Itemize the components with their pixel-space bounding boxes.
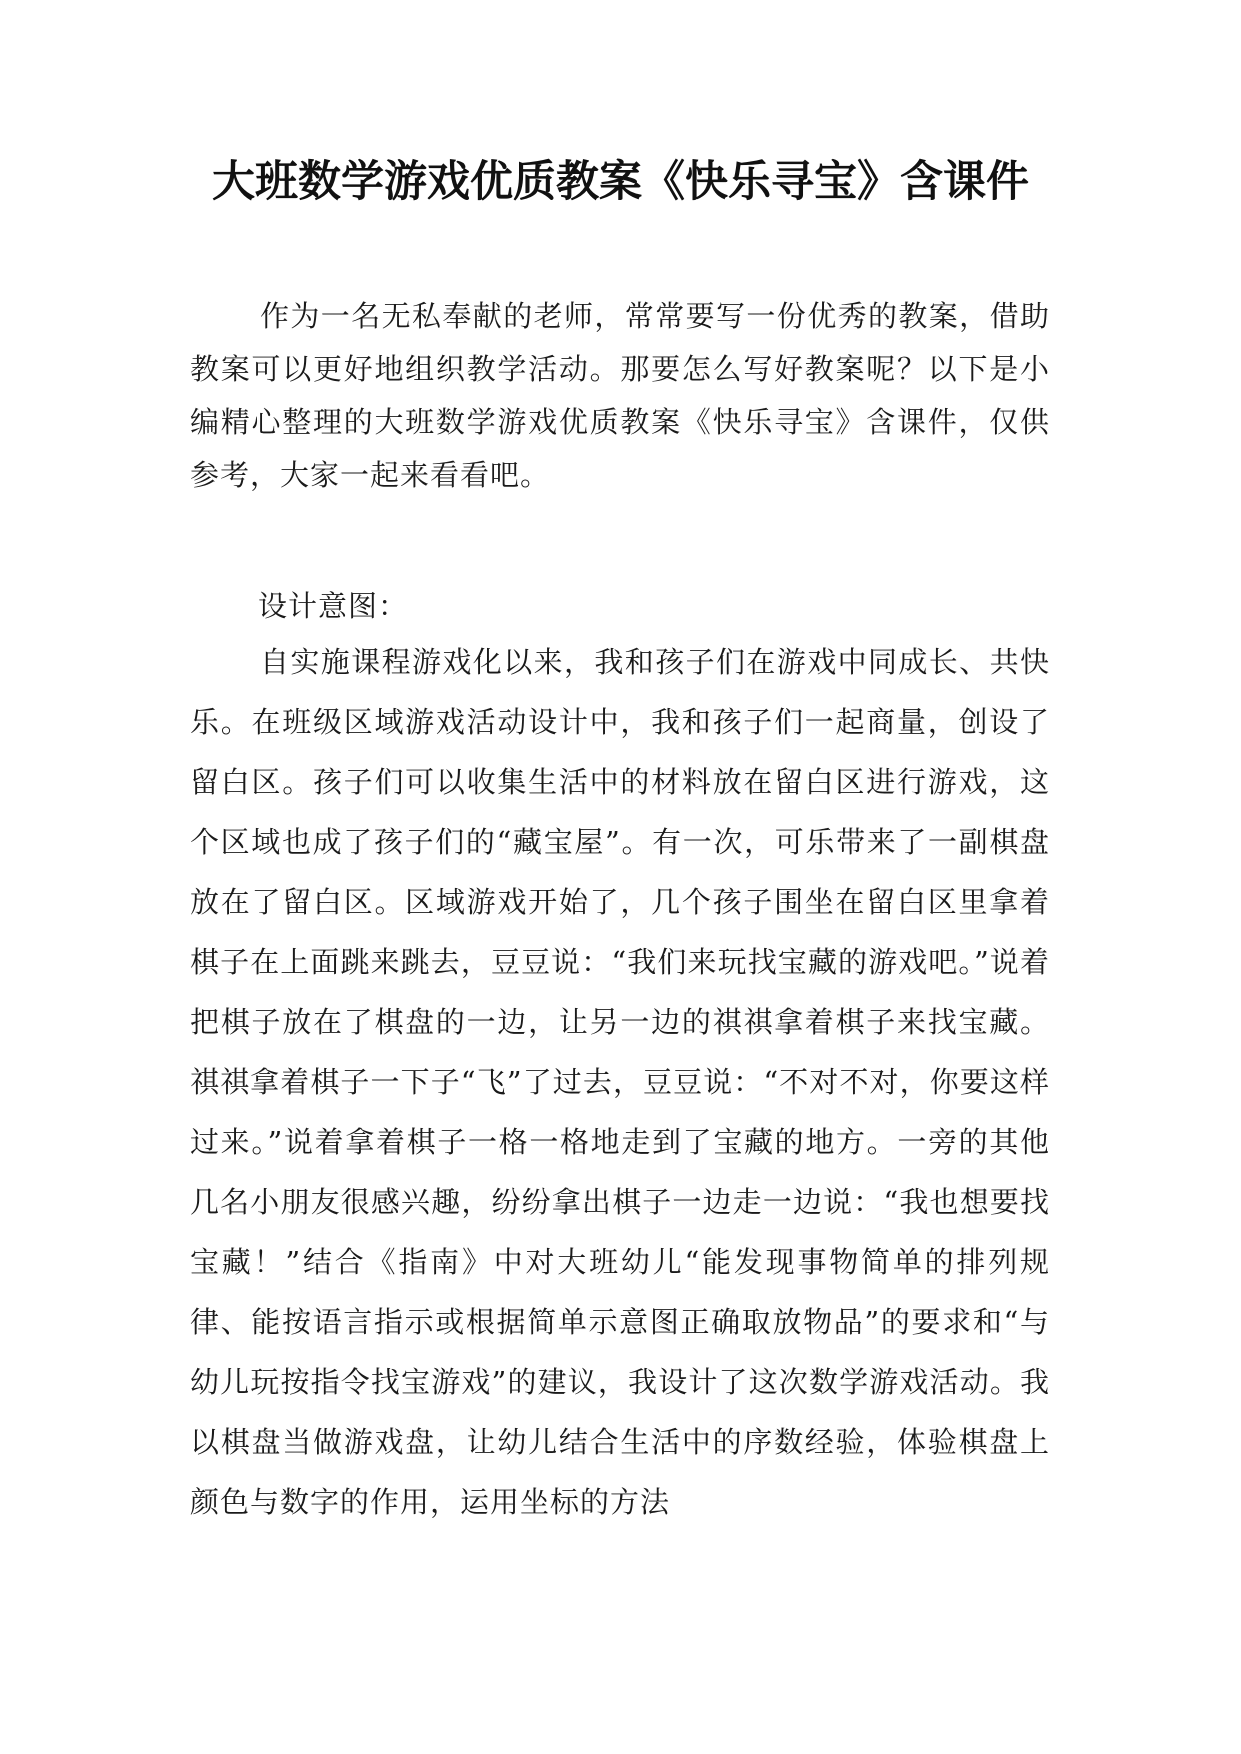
section-heading: 设计意图： — [258, 589, 409, 623]
body-paragraph: 自实施课程游戏化以来，我和孩子们在游戏中同成长、共快乐。在班级区域游戏活动设计中，我和孩子们一起商量，创设了留白区。孩子们可以收集生活中的材料放在留白区进行游戏，这个区域也成了孩子们的“藏宝屋”。有一次，可乐带来了一副棋盘放在了留白区。区域游戏开始了，几个孩子围坐在留白区里拿着棋子在上面跳来跳去，豆豆说：“我们来玩找宝藏的游戏吧。”说着把棋子放在了棋盘的一边，让另一边的祺祺拿着棋子来找宝藏。祺祺拿着棋子一下子“飞”了过去，豆豆说：“不对不对，你要这样过来。”说着拿着棋子一格一格地走到了宝藏的地方。一旁的其他几名小朋友很感兴趣，纷纷拿出棋子一边走一边说：“我也想要找宝藏！”结合《指南》中对大班幼儿“能发现事物简单的排列规律、能按语言指示或根据简单示意图正确取放物品”的要求和“与幼儿玩按指令找宝游戏”的建议，我设计了这次数学游戏活动。我以棋盘当做游戏盘，让幼儿结合生活中的序数经验，体验棋盘上颜色与数字的作用，运用坐标的方法 — [190, 645, 1050, 1519]
intro-paragraph: 作为一名无私奉献的老师，常常要写一份优秀的教案，借助教案可以更好地组织教学活动。那要怎么写好教案呢？以下是小编精心整理的大班数学游戏优质教案《快乐寻宝》含课件，仅供参考，大家一起来看看吧。 — [190, 299, 1050, 492]
document-title: 大班数学游戏优质教案《快乐寻宝》含课件 — [212, 157, 1029, 207]
